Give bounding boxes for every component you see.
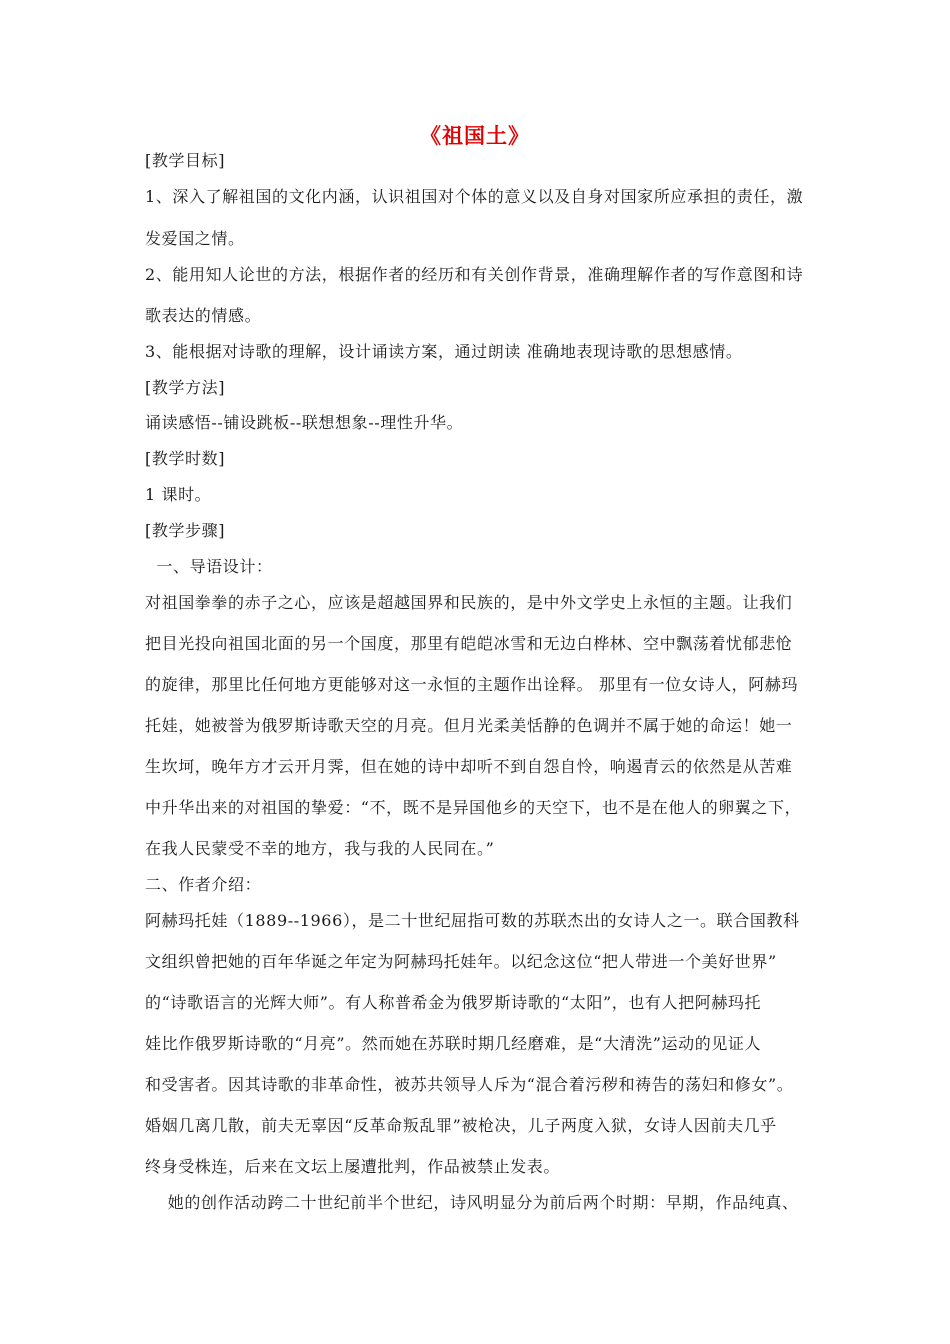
paragraph-line: 终身受株连，后来在文坛上屡遭批判，作品被禁止发表。 bbox=[145, 1157, 561, 1176]
paragraph-line: 婚姻几离几散，前夫无辜因“反革命叛乱罪”被枪决，儿子两度入狱，女诗人因前夫几乎 bbox=[145, 1116, 777, 1135]
paragraph-line: 1 课时。 bbox=[145, 485, 212, 504]
document-title: 《祖国土》 bbox=[420, 123, 530, 148]
paragraph-line: 在我人民蒙受不幸的地方，我与我的人民同在。” bbox=[145, 839, 495, 858]
paragraph-line: 生坎坷，晚年方才云开月霁，但在她的诗中却听不到自怨自怜，响遏青云的依然是从苦难 bbox=[145, 757, 793, 776]
section-heading-hours: [教学时数] bbox=[145, 449, 226, 468]
paragraph-line: 3、能根据对诗歌的理解，设计诵读方案，通过朗读 准确地表现诗歌的思想感情。 bbox=[145, 342, 743, 361]
paragraph-line: 和受害者。因其诗歌的非革命性，被苏共领导人斥为“混合着污秽和祷告的荡妇和修女”。 bbox=[145, 1075, 794, 1094]
section-heading-methods: [教学方法] bbox=[145, 378, 226, 397]
section-heading-steps: [教学步骤] bbox=[145, 521, 226, 540]
paragraph-line: 诵读感悟--铺设跳板--联想想象--理性升华。 bbox=[145, 413, 464, 432]
paragraph-line: 的“诗歌语言的光辉大师”。有人称普希金为俄罗斯诗歌的“太阳”，也有人把阿赫玛托 bbox=[145, 993, 762, 1012]
paragraph-line: 把目光投向祖国北面的另一个国度，那里有皑皑冰雪和无边白桦林、空中飘荡着忧郁悲怆 bbox=[145, 634, 793, 653]
paragraph-line: 中升华出来的对祖国的挚爱：“不，既不是异国他乡的天空下，也不是在他人的卵翼之下， bbox=[145, 798, 802, 817]
paragraph-line: 娃比作俄罗斯诗歌的“月亮”。然而她在苏联时期几经磨难，是“大清洗”运动的见证人 bbox=[145, 1034, 762, 1053]
subsection-heading-intro: 一、导语设计： bbox=[145, 557, 273, 576]
section-heading-author: 二、作者介绍： bbox=[145, 875, 262, 894]
paragraph-line: 1、深入了解祖国的文化内涵，认识祖国对个体的意义以及自身对国家所应承担的责任，激 bbox=[145, 187, 804, 206]
paragraph-line: 托娃，她被誉为俄罗斯诗歌天空的月亮。但月光柔美恬静的色调并不属于她的命运！她一 bbox=[145, 716, 793, 735]
paragraph-line: 发爱国之情。 bbox=[145, 229, 245, 248]
paragraph-line: 她的创作活动跨二十世纪前半个世纪，诗风明显分为前后两个时期：早期，作品纯真、 bbox=[145, 1193, 799, 1212]
paragraph-line: 对祖国拳拳的赤子之心，应该是超越国界和民族的，是中外文学史上永恒的主题。让我们 bbox=[145, 593, 793, 612]
paragraph-line: 的旋律，那里比任何地方更能够对这一永恒的主题作出诠释。 那里有一位女诗人，阿赫玛 bbox=[145, 675, 799, 694]
paragraph-line: 2、能用知人论世的方法，根据作者的经历和有关创作背景，准确理解作者的写作意图和诗 bbox=[145, 265, 804, 284]
paragraph-line: 文组织曾把她的百年华诞之年定为阿赫玛托娃年。以纪念这位“把人带进一个美好世界” bbox=[145, 952, 777, 971]
paragraph-line: 阿赫玛托娃（1889--1966），是二十世纪屈指可数的苏联杰出的女诗人之一。联合国教科 bbox=[145, 911, 800, 930]
paragraph-line: 歌表达的情感。 bbox=[145, 306, 262, 325]
section-heading-objectives: [教学目标] bbox=[145, 151, 226, 170]
